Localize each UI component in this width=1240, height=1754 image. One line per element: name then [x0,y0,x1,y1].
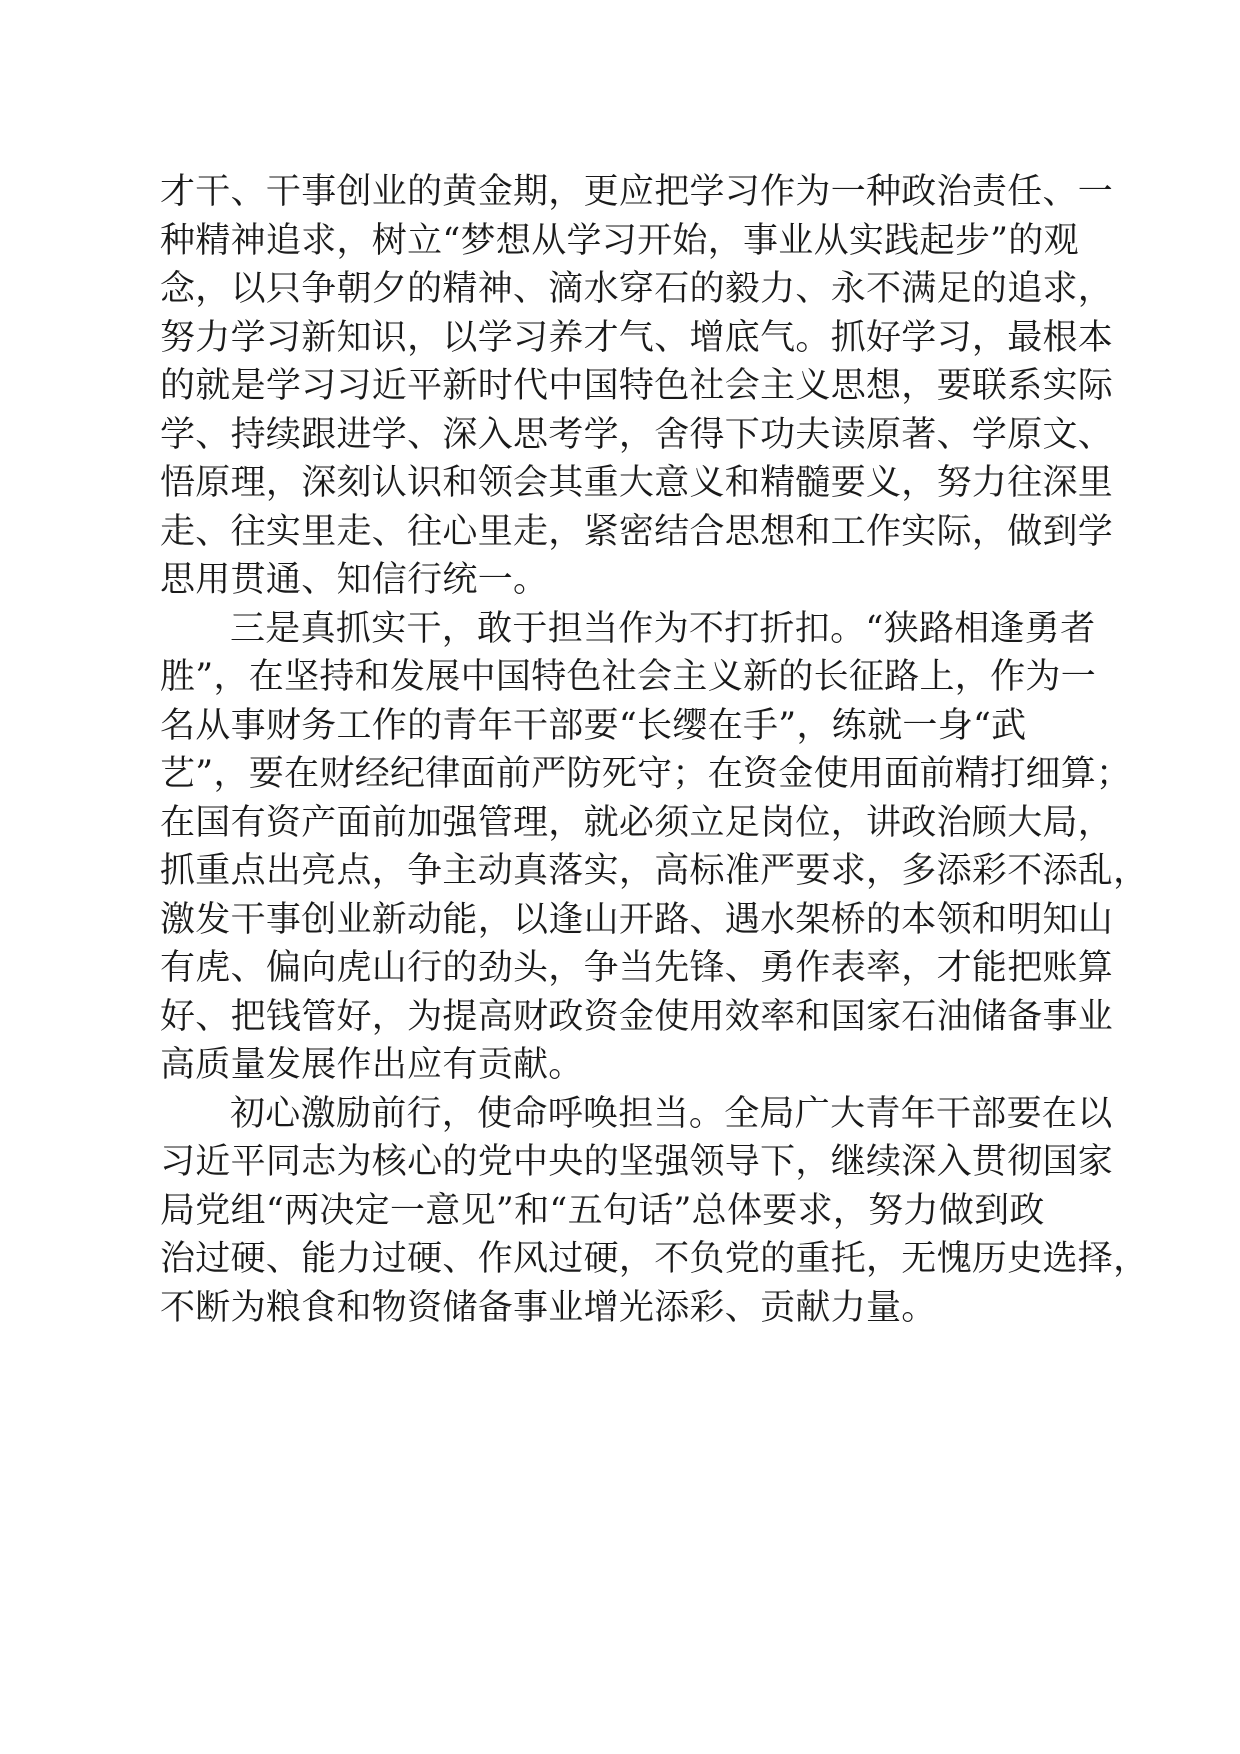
text-line: 激发干事创业新动能，以逢山开路、遇水架桥的本领和明知山 [160,899,1114,940]
text-line: 不断为粮食和物资储备事业增光添彩、贡献力量。 [160,1287,937,1328]
text-line: 思用贯通、知信行统一。 [160,560,549,600]
text-line: 才干、干事创业的黄金期，更应把学习作为一种政治责任、一 [160,172,1114,212]
text-line: 的就是学习习近平新时代中国特色社会主义思想，要联系实际 [160,366,1114,406]
text-line: 在国有资产面前加强管理，就必须立足岗位，讲政治顾大局， [160,802,1114,843]
text-line: 习近平同志为核心的党中央的坚强领导下，继续深入贯彻国家 [160,1142,1114,1182]
text-line: 走、往实里走、往心里走，紧密结合思想和工作实际，做到学 [160,511,1114,552]
text-line: 好、把钱管好，为提高财政资金使用效率和国家石油储备事业 [160,996,1114,1037]
text-line: 胜”，在坚持和发展中国特色社会主义新的长征路上，作为一 [160,657,1096,697]
text-line: 名从事财务工作的青年干部要“长缨在手”，练就一身“武 [160,705,1027,746]
text-line: 学、持续跟进学、深入思考学，舍得下功夫读原著、学原文、 [160,414,1114,455]
text-line: 有虎、偏向虎山行的劲头，争当先锋、勇作表率，才能把账算 [160,948,1114,988]
paragraph-study [160,168,1114,605]
text-line-first: 三是真抓实干，敢于担当作为不打折扣。“狭路相逢勇者 [230,608,1096,649]
text-line: 悟原理，深刻认识和领会其重大意义和精髓要义，努力往深里 [160,463,1114,503]
text-line: 种精神追求，树立“梦想从学习开始，事业从实践起步”的观 [160,220,1079,261]
text-line: 抓重点出亮点，争主动真落实，高标准严要求，多添彩不添乱， [160,851,1149,891]
text-line: 念，以只争朝夕的精神、滴水穿石的毅力、永不满足的追求， [160,269,1114,309]
paragraph-action [160,605,1149,1090]
document-body [160,168,1149,1332]
text-line: 局党组“两决定一意见”和“五句话”总体要求，努力做到政 [160,1190,1045,1231]
text-line: 治过硬、能力过硬、作风过硬，不负党的重托，无愧历史选择， [160,1239,1149,1279]
text-line-first: 初心激励前行，使命呼唤担当。全局广大青年干部要在以 [230,1093,1113,1134]
text-line: 艺”，要在财经纪律面前严防死守；在资金使用面前精打细算； [160,754,1132,794]
text-line: 努力学习新知识，以学习养才气、增底气。抓好学习，最根本 [160,317,1114,358]
text-line: 高质量发展作出应有贡献。 [160,1045,584,1085]
paragraph-conclusion [160,1090,1149,1333]
